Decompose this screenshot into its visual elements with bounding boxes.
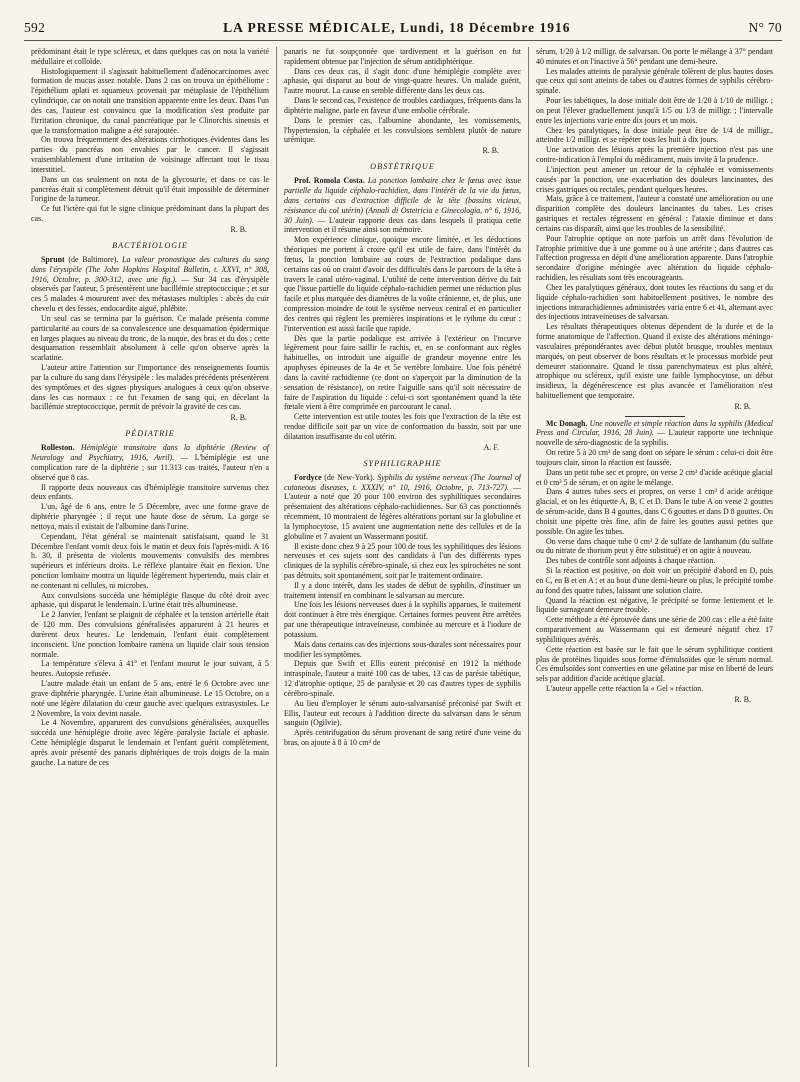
article-text: — L'auteur a noté que 20 pour 100 environ des syphilitiques secondaires présentaient des altérations céphalo-rachidiennes. Sur 63 cas ponctionnés récemment, 10 montraient de légères altérations portant sur la globuline et la lymphocytose, 15 avaient une augmentation nette des cellules et de la globuline et 7 avaient un Wassermann positif.	[284, 482, 521, 541]
paragraph: Quand la réaction est négative, le précipité se forme lentement et le liquide surnageant demeure trouble.	[536, 595, 773, 615]
paragraph: L'un, âgé de 6 ans, entre le 5 Décembre, avec une forme grave de diphtérie pharyngée ; il reçut une haute dose de sérum. La gorge se nettoya, mais il existait de l'albumine dans l'urine.	[31, 502, 269, 531]
signature: R. B.	[230, 224, 247, 234]
paragraph: Une activation des lésions après la première injection n'est pas une contre-indication à l'emploi du médicament, mais invite à la prudence.	[536, 145, 773, 165]
paragraph: Mon expérience clinique, quoique encore limitée, et les déductions théoriques me portent à croire qu'il est utile de faire, dans l'intérêt du fœtus, la ponction lombaire au cours de l'extraction podalique dans certains cas où on craint d'avoir des difficultés dans le parcours de la tête à travers le canal utéro-vaginal. L'utilité de cette intervention dérive du fait que l'issue partielle du liquide céphalo-rachidien permet une réduction plus facile et plus marquée des diamètres de la voûte crânienne, et, de plus, une compression moindre de tout le système nerveux central et en particulier des centres qui règlent les premières inspirations et le rythme du cœur : l'intervention est aussi facile que rapide.	[284, 235, 521, 333]
section-heading-bacteriologie: BACTÉRIOLOGIE	[112, 240, 188, 250]
paragraph: Dans un cas seulement on nota de la glycosurie, et dans ce cas le pancréas était si complètement détruit qu'il était impossible de déterminer l'origine de la tumeur.	[31, 174, 269, 204]
abstract-lead	[536, 419, 773, 448]
paragraph: Pour les tabétiques, la dose initiale doit être de 1/20 à 1/10 de milligr. ; on peut l'élever graduellement jusqu'à 1/5 ou 1/3 de milligr. ; l'intervalle entre les injections varie entre dix jours et un mois.	[536, 96, 773, 125]
article-author: Fordyce	[294, 472, 322, 482]
paragraph: Le 2 Janvier, l'enfant se plaignit de céphalée et la tension artérielle était de 120 mm. Des convulsions généralisées apparurent à 21 heures et durèrent deux heures. Le lendemain, l'enfant était complètement inconscient. Une ponction lombaire ramena un liquide clair sous tension normale.	[31, 610, 269, 659]
section-heading-syphiligraphie: SYPHILIGRAPHIE	[363, 458, 442, 468]
article-title: La valeur pronostique des cultures du sang dans l'érysipèle (The John Hopkins Hospital Bulletin, t. XXVI, n° 308, 1916, Octobre, p. 300-312, avec une fig.).	[31, 254, 269, 284]
paragraph: On verse dans chaque tube 0 cm³ 2 de sulfate de lanthanum (du sulfate ou du nitrate de thorium peut y être substitué) et on agite à nouveau.	[536, 536, 773, 556]
paragraph: Chez les paralytiques, la dose initiale peut être de 1/4 de milligr., atteindre 1/2 milligr. et se répéter tous les huit à dix jours.	[536, 125, 773, 145]
paragraph: Dans le premier cas, l'albumine abondante, les vomissements, l'hypertension, la céphalée et les convulsions semblent plutôt de nature urémique.	[284, 115, 521, 145]
paragraph: prédominant était le type scléreux, et dans quelques cas on nota la variété médullaire et colloïde.	[31, 47, 269, 66]
paragraph: L'auteur attire l'attention sur l'importance des renseignements fournis par la culture du sang dans l'érysipèle : les malades précédents présentèrent des symptômes et des signes physiques analogues à ceux qu'on observe dans les cas normaux : ce fut l'examen de sang qui, en décelant la bacillémie streptococcique, permit de prévoir la gravité de ces cas.	[31, 363, 269, 412]
article-title: La ponction lombaire chez le fœtus avec issue partielle du liquide céphalo-rachidien, dans l'intérêt de la vie du fœtus, dans certains cas d'extraction difficile de la tête (bassins vicieux, résistance du col utérin) (Annali di Ostetricia e Ginecologia, n° 6, 1916, 30 Juin).	[284, 176, 522, 225]
section-heading-pediatrie: PÉDIATRIE	[125, 429, 175, 439]
section-divider	[625, 416, 685, 417]
paragraph: Histologiquement il s'agissait habituellement d'adénocarcinomes avec formation de mucus assez notable. Dans 2 cas on trouva un épithéliome : l'épithélium aplati et squameux provenait par métaplasie de l'épithélium cylindrique, car on notait une transition apparente entre les deux. Dans l'un des cas, l'auteur est convaincu que la modification s'est produite par l'irritation chronique, du canal pancréatique par le Clinorchis sinensis et que la transformation maligne a été surajoutée.	[31, 66, 269, 135]
paragraph: Un seul cas se termina par la guérison. Ce malade présenta comme particularité au cours de sa convalescence une desquamation épidermique en larges plaques au niveau du tronc, de la nuque, des bras et du dos ; cette desquamation ressemblait absolument à celle qu'on observe après la scarlatine.	[31, 313, 269, 363]
paragraph: Pour l'atrophie optique on note parfois un arrêt dans l'évolution de l'atrophie primitive due à une gomme ou à une artérite ; dans d'autres cas l'affection progressa en dépit d'une amélioration apparente. Dans l'atrophie secondaire d'origine méningée avec altération du liquide céphalo-rachidien, les résultats sont très encourageants.	[536, 233, 773, 283]
paragraph: Cette intervention est utile toutes les fois que l'extraction de la tête est rendue difficile soit par un vice de conformation du bassin, soit par une dilatation insuffisante du col utérin.	[284, 412, 521, 441]
paragraph: Cette réaction est basée sur le fait que le sérum syphilitique contient plus de protéines liquides sous forme d'émulsoïdes que le sérum normal. Ces émulsoïdes sont converties en une gélatine par mise en liberté de leurs sels par addition d'acide acétique glacial.	[536, 644, 773, 684]
paragraph: Dans un petit tube sec et propre, on verse 2 cm³ d'acide acétique glacial et 0 cm³ 5 de sérum, et on agite le mélange.	[536, 467, 773, 487]
paragraph: On retire 5 à 20 cm³ de sang dont on sépare le sérum : celui-ci doit être toujours clair, sinon la réaction est faussée.	[536, 448, 773, 467]
signature: R. B.	[734, 694, 751, 704]
issue-number: N° 70	[748, 20, 782, 35]
paragraph: Cette méthode a été éprouvée dans une série de 200 cas : elle a été faite comparativement au Wassermann qui est demeuré négatif chez 17 syphilitiques avérés.	[536, 615, 773, 644]
article-text: — Sur 34 cas d'érysipèle observés par l'auteur, 5 présentèrent une bacillémie streptococcique ; et sur ces 5 malades 4 moururent avec des métastases multiples : abcès du cuir chevelu et des fesses, endocardite aiguë, phlébite.	[31, 274, 269, 314]
paragraph: Dans le second cas, l'existence de troubles cardiaques, fréquents dans la diphtérie maligne, parle en faveur d'une embolie cérébrale.	[284, 96, 521, 115]
running-head	[24, 14, 782, 41]
paragraph: panaris ne fut soupçonnée que tardivement et la guérison en fut rapidement obtenue par l'injection de sérum antidiphtérique.	[284, 47, 521, 66]
abstract-lead	[284, 473, 521, 542]
article-text: — L'auteur rapporte une technique nouvelle de séro-diagnostic de la syphilis.	[536, 428, 773, 448]
paragraph: Des tubes de contrôle sont adjoints à chaque réaction.	[546, 556, 716, 566]
article-title: Syphilis du système nerveux (The Journal of cutaneous diseases, t. XXXIV, n° 10, 1916, Octobre, p. 713-727).	[284, 472, 521, 492]
column-1	[24, 47, 276, 1067]
paragraph: Le 4 Novembre, apparurent des convulsions généralisées, auxquelles succéda une hémiplégie droite avec légère paralysie faciale et aphasie. Cette hémiplégie disparut le lendemain et l'enfant guérit complètement, après avoir présenté des panaris diphtériques de trois doigts de la main gauche. La nature de ces	[31, 718, 269, 767]
text-columns	[24, 47, 782, 1067]
paragraph: Une fois les lésions nerveuses dues à la syphilis apparues, le traitement doit continuer à être très énergique. Certaines formes peuvent être arrêtées par une thérapeutique intraveineuse, combinée au mercure et à l'iodure de potassium.	[284, 600, 521, 639]
paragraph: L'auteur appelle cette réaction la « Gel » réaction.	[546, 684, 704, 693]
column-2	[276, 47, 528, 1067]
column-3	[528, 47, 780, 1067]
paragraph: Chez les paralytiques généraux, dont toutes les réactions du sang et du liquide céphalo-rachidien sont habituellement positives, le nombre des injections intrarachidiennes administrées varia entre 6 et 41, alternant avec des injections intraveineuses de salvarsan.	[536, 282, 773, 322]
article-text: — L'hémiplégie est une complication rare de la diphtérie ; sur 11.313 cas traités, l'auteur n'en a observé que 8 cas.	[31, 453, 269, 482]
paragraph: Les malades atteints de paralysie générale tolèrent de plus hautes doses que ceux qui sont atteints de tabes ou d'autres formes de syphilis cérébro-spinale.	[536, 66, 773, 96]
paragraph: Dès que la partie podalique est arrivée à l'extérieur on l'incurve légèrement pour faire saillir le rachis, et, en se conformant aux règles habituelles, on introduit une aiguille de grandeur moyenne entre les apophyses épineuses de la 4e et 5e vertèbre lombaire. Une fois pénétré dans la cavité rachidienne (ce dont on s'aperçoit par la diminution de la sensation de résistance), on retire l'aiguille sans qu'il soit nécessaire de faire de l'aspiration du liquide : celui-ci sort spontanément quand la tête fœtale vient à être comprimée en parcourant le canal.	[284, 333, 521, 412]
paragraph: Les résultats thérapeutiques obtenus dépendent de la durée et de la forme anatomique de l'affection. Quand il existe des altérations méningo-vasculaires prépondérantes avec début plutôt brusque, troubles mentaux marqués, on peut observer de bons résultats et le processus morbide peut demeurer stationnaire. Quand le tissu parenchymateux est plus altéré, atrophique ou scléreux, qu'il existe une faible lymphocytose, un début insidieux, la dégénérescence est plus avancée et l'amélioration n'est habituellement que temporaire.	[536, 322, 773, 400]
journal-title: LA PRESSE MÉDICALE, Lundi, 18 Décembre 1916	[223, 20, 571, 35]
author-location: (de Baltimore).	[64, 254, 123, 264]
paragraph: Aux convulsions succéda une hémiplégie flasque du côté droit avec aphasie, qui disparut le lendemain. L'urine était très albumineuse.	[31, 590, 269, 610]
signature: A. F.	[483, 442, 499, 452]
page-number: 592	[24, 20, 46, 35]
article-author: Prof. Romola Costa.	[294, 176, 365, 186]
article-author: Rolleston.	[41, 443, 75, 453]
paragraph: Cependant, l'état général se maintenait satisfaisant, quand le 31 Décembre l'enfant vomit deux fois le matin et deux fois l'après-midi. A 16 h. 30, il présenta de violents mouvements convulsifs des membres supérieurs et inférieurs droits. Le réflexe plantaire était en flexion. Une ponction lombaire montra un liquide légèrement hypertendu, mais clair et ne contenant ni cellules, ni microbes.	[31, 531, 269, 590]
signature: R. B.	[230, 413, 247, 423]
paragraph: L'autre malade était un enfant de 5 ans, entré le 6 Octobre avec une grave diphtérie pharyngée. L'urine était albumineuse. Le 15 Octobre, on a noté une légère dilatation du cœur gauche avec quelques extrasystoles. Le 2 Novembre, la voix devint nasale.	[31, 679, 269, 718]
paragraph: L'injection peut amener un retour de la céphalée et vomissements causés par la ponction, une exacerbation des douleurs lancinantes, des crises gastriques ou rectales, pendant quelques heures.	[536, 164, 773, 194]
abstract-lead	[31, 443, 269, 482]
article-text: — L'auteur rapporte deux cas dans lesquels il pratiqua cette intervention et il résume ainsi son mémoire.	[284, 215, 521, 235]
paragraph: La température s'éleva à 41° et l'enfant mourut le jour suivant, à 5 heures. Autopsie refusée.	[31, 659, 269, 679]
paragraph: Il rapporte deux nouveaux cas d'hémiplégie transitoire survenus chez deux enfants.	[31, 482, 269, 502]
abstract-lead	[31, 255, 269, 314]
paragraph: Après centrifugation du sérum provenant de sang retiré d'une veine du bras, on ajoute à 8 à 10 cm³ de	[284, 728, 521, 748]
article-author: Sprunt	[41, 254, 65, 264]
paragraph: On trouva fréquemment des altérations cirrhotiques évidentes dans les parties du pancréas non envahies par le cancer. Il s'agissait vraisemblablement d'une irritation de voisinage affectant tout le tissu interstitiel.	[31, 135, 269, 174]
paragraph: Ce fut l'ictère qui fut le signe clinique prédominant dans la plupart des cas.	[31, 204, 269, 224]
paragraph: Dans 4 autres tubes secs et propres, on verse 1 cm³ d acide acétique glacial, et on les étiquette A, B, C et D. Dans le tube A on verse 2 gouttes de sérum-acide, dans B 4 gouttes, dans C 6 gouttes et dans D 8 gouttes. On choisit une pipette très fine, afin de faire les gouttes aussi petites que possible. On agite les tubes.	[536, 487, 773, 536]
signature: R. B.	[734, 401, 751, 411]
article-author: Mc Donagh.	[546, 418, 588, 428]
paragraph: Mais dans certains cas des injections sous-durales sont nécessaires pour modifier les symptômes.	[284, 639, 521, 659]
signature: R. B.	[482, 146, 499, 156]
paragraph: Depuis que Swift et Ellis eurent préconisé en 1912 la méthode intraspinale, l'auteur a traité 100 cas de tabes, 13 cas de parésie tabétique, 12 d'atrophie optique, 25 de paralysie et 20 cas d'autres types de syphilis cérébro-spinale.	[284, 659, 521, 698]
author-location: (de New-York).	[321, 472, 378, 482]
paragraph: sérum, 1/20 à 1/2 milligr. de salvarsan. On porte le mélange à 37° pendant 40 minutes et on l'inactive à 56° pendant une demi-heure.	[536, 47, 773, 66]
paragraph: Il y a donc intérêt, dans les stades de début de syphilis, d'instituer un traitement intensif en combinant le salvarsan au mercure.	[284, 580, 521, 600]
section-heading-obstetrique: OBSTÉTRIQUE	[370, 162, 435, 172]
paragraph: Mais, grâce à ce traitement, l'auteur a constaté une amélioration ou une disparition complète des douleurs lancinantes du tabes. Les crises gastriques et rectales régressent en général : l'ataxie diminue et dans certains cas disparaît, ainsi que les troubles de la sensibilité.	[536, 194, 773, 233]
paragraph: Au lieu d'employer le sérum auto-salvarsanisé préconisé par Swift et Ellis, l'auteur eut recours à l'addition directe du salvarsan dans le sérum sanguin (Ogilvie).	[284, 698, 521, 728]
paragraph: Il existe donc chez 9 à 25 pour 100 de tous les syphilitiques des lésions nerveuses et ces sujets sont des candidats à l'un des différents types cliniques de la syphilis cérébro-spinale, si chez eux les spirochètes ne sont pas détruits, soit spontanément, soit par le traitement ordinaire.	[284, 541, 521, 580]
paragraph: Dans ces deux cas, il s'agit donc d'une hémiplégie complète avec aphasie, qui disparut au bout de vingt-quatre heures. Un malade guérit, l'autre mourut. La cause en semble différente dans les deux cas.	[284, 66, 521, 96]
abstract-lead	[284, 176, 521, 235]
article-title: Hémiplégie transitoire dans la diphtérie (Review of Neurology and Psychiatry, 1916, Avril).	[31, 443, 269, 463]
article-title: Une nouvelle et simple réaction dans la syphilis (Medical Press and Circular, 1916, 28 Juin).	[536, 418, 773, 438]
paragraph: Si la réaction est positive, on doit voir un précipité d'abord en D, puis en C, en B et en A ; et au bout d'une demi-heure ou plus, le précipité tombe au fond des quatre tubes, laissant une solution claire.	[536, 566, 773, 595]
